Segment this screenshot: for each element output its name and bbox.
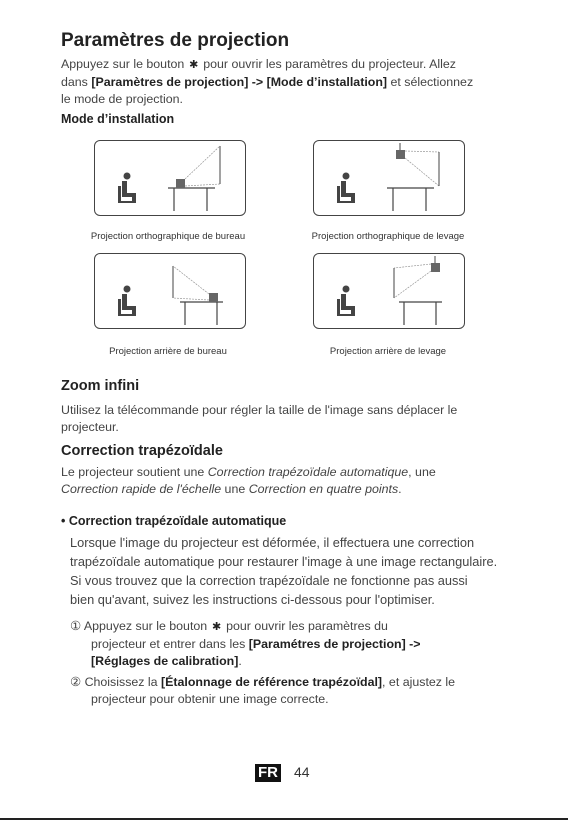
step-text: pour ouvrir les paramètres du xyxy=(226,619,388,633)
menu-path: [Paramètres de projection] -> [Mode d’installation] xyxy=(91,75,388,89)
keystone-text: . xyxy=(398,482,402,496)
step-text: . xyxy=(238,654,242,668)
auto-line: trapézoïdale automatique pour restaurer l'image à une image rectangulaire. xyxy=(70,554,498,569)
keystone-term: Correction trapézoïdale automatique xyxy=(207,465,409,479)
rear-desk-illustration xyxy=(95,254,245,328)
auto-line: Si vous trouvez que la correction trapézoïdale ne fonctionne pas aussi xyxy=(70,573,468,588)
menu-path: [Étalonnage de référence trapézoïdal] xyxy=(161,675,383,689)
mode-rear-ceiling xyxy=(313,253,465,329)
rear-ceiling-illustration xyxy=(314,254,464,328)
step-2-line-2: projecteur pour obtenir une image correcte. xyxy=(91,692,329,706)
intro-line-1 xyxy=(61,56,531,74)
keystone-text: Le projecteur soutient une xyxy=(61,465,205,479)
step-text: , et ajustez le xyxy=(382,675,456,689)
keystone-text: , une xyxy=(408,465,436,479)
auto-line: Lorsque l'image du projecteur est déformée, il effectuera une correction xyxy=(70,535,475,550)
mode-caption: Projection arrière de bureau xyxy=(109,346,227,357)
intro-line-2 xyxy=(61,74,531,91)
zoom-heading: Zoom infini xyxy=(61,378,140,394)
menu-path: [Paramétres de projection] -> xyxy=(248,637,421,651)
zoom-line: projecteur. xyxy=(61,420,119,434)
intro-line-3: le mode de projection. xyxy=(61,92,183,106)
person-icon xyxy=(337,286,355,317)
intro-text: Appuyez sur le bouton xyxy=(61,57,185,71)
person-icon xyxy=(118,286,136,317)
keystone-line-1 xyxy=(61,464,531,481)
step-1-line-3 xyxy=(70,653,540,670)
mode-front-desk xyxy=(94,140,246,216)
auto-line: bien qu'avant, suivez les instructions ci-dessous pour l'optimiser. xyxy=(70,592,435,607)
language-badge: FR xyxy=(255,764,281,782)
step-2 xyxy=(70,674,540,708)
keystone-heading: Correction trapézoïdale xyxy=(61,443,223,459)
gear-icon: ✱ xyxy=(189,59,199,71)
mode-rear-desk xyxy=(94,253,246,329)
front-desk-illustration xyxy=(95,141,245,215)
zoom-line: Utilisez la télécommande pour régler la taille de l'image sans déplacer le xyxy=(61,403,458,417)
step-1-line-1 xyxy=(70,618,540,636)
page-title: Paramètres de projection xyxy=(61,30,290,51)
keystone-line-2 xyxy=(61,481,531,498)
intro-text: dans xyxy=(61,75,88,89)
mode-caption: Projection arrière de levage xyxy=(329,346,447,357)
install-heading: Mode d’installation xyxy=(61,112,175,126)
mode-front-ceiling xyxy=(313,140,465,216)
step-number: ② xyxy=(70,675,82,689)
step-text: Appuyez sur le bouton xyxy=(83,619,208,633)
intro-text: pour ouvrir les paramètres du projecteur. Allez xyxy=(203,57,456,71)
step-text: projecteur et entrer dans les xyxy=(91,637,246,651)
front-ceiling-illustration xyxy=(314,141,464,215)
person-icon xyxy=(118,173,136,204)
zoom-paragraph xyxy=(61,402,531,436)
keystone-term: Correction rapide de l'échelle xyxy=(61,482,222,496)
step-1 xyxy=(70,618,540,670)
auto-keystone-heading: • Correction trapézoïdale automatique xyxy=(61,514,287,528)
step-text: Choisissez la xyxy=(84,675,158,689)
mode-caption: Projection orthographique de levage xyxy=(311,231,465,242)
step-1-line-2 xyxy=(70,636,540,653)
mode-caption: Projection orthographique de bureau xyxy=(90,231,246,242)
menu-path: [Réglages de calibration] xyxy=(91,654,239,668)
gear-icon: ✱ xyxy=(212,621,222,633)
keystone-paragraph xyxy=(61,464,531,498)
step-2-line-1 xyxy=(70,674,540,691)
keystone-text: une xyxy=(224,482,246,496)
intro-paragraph xyxy=(61,56,531,108)
auto-keystone-paragraph xyxy=(70,533,550,609)
page-number: 44 xyxy=(294,764,310,780)
intro-text: et sélectionnez xyxy=(390,75,474,89)
step-number: ① xyxy=(70,619,82,633)
keystone-term: Correction en quatre points xyxy=(248,482,399,496)
person-icon xyxy=(337,173,355,204)
